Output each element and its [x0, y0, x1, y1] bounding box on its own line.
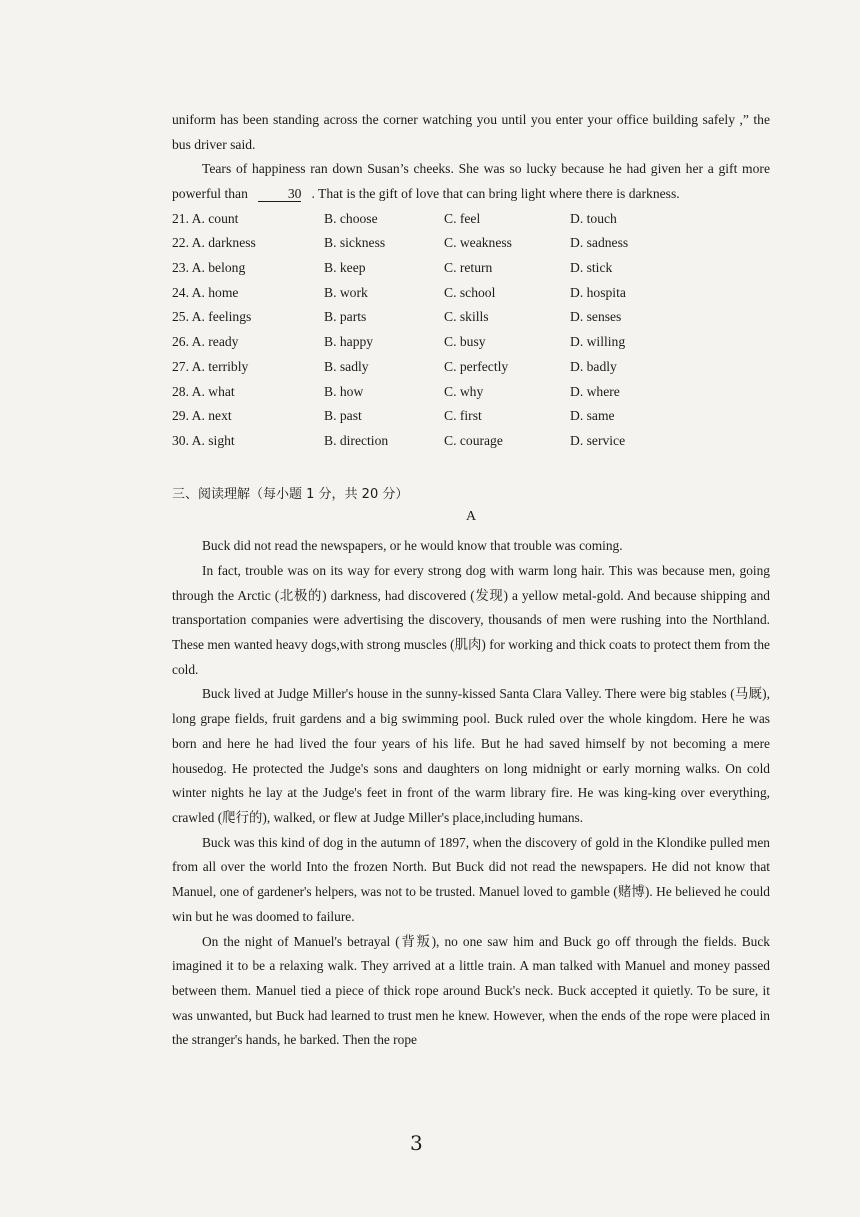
option-a: 24. A. home [172, 284, 239, 300]
option-c: C. return [444, 260, 493, 276]
option-b: B. choose [324, 210, 378, 226]
option-c: C. school [444, 284, 496, 300]
cloze-options-table [172, 206, 670, 453]
option-a: 27. A. terribly [172, 358, 249, 374]
option-a: 25. A. feelings [172, 309, 252, 325]
option-a: 23. A. belong [172, 260, 246, 276]
passage-paragraph: In fact, trouble was on its way for every strong dog with warm long hair. This was because men, going through the Arctic (北极的) darkness, had discovered (发现) a yellow metal-gold. And because shipping and transportation companies were advertising the discovery, thousands of men were rushing into the Northland. These men wanted heavy dogs,with strong muscles (肌肉) for working and thick coats to protect them from the cold. [172, 562, 770, 677]
option-d: D. willing [570, 334, 626, 350]
option-d: D. sadness [570, 235, 629, 251]
option-d: D. badly [570, 358, 617, 374]
option-d: D. senses [570, 309, 622, 325]
option-b: B. parts [324, 309, 367, 325]
option-b: B. sadly [324, 358, 369, 374]
option-row [172, 355, 670, 380]
option-row [172, 206, 670, 231]
passage-paragraph: Buck was this kind of dog in the autumn of 1897, when the discovery of gold in the Klondike pulled men from all over the world Into the frozen North. But Buck did not read the newspapers. He did not know that Manuel, one of gardener's helpers, was not to be trusted. Manuel loved to gamble (赌博). He believed he could win but he was doomed to failure. [172, 834, 770, 924]
option-a: 29. A. next [172, 408, 232, 424]
option-a: 30. A. sight [172, 432, 235, 448]
option-row [172, 330, 670, 355]
option-b: B. direction [324, 432, 389, 448]
passage-paragraph: Buck did not read the newspapers, or he would know that trouble was coming. [202, 538, 623, 554]
option-row [172, 305, 670, 330]
option-b: B. keep [324, 260, 366, 276]
option-row [172, 429, 670, 454]
option-c: C. perfectly [444, 358, 509, 374]
option-c: C. first [444, 408, 482, 424]
option-b: B. how [324, 383, 364, 399]
option-c: C. feel [444, 210, 481, 226]
option-c: C. weakness [444, 235, 512, 251]
option-d: D. touch [570, 210, 617, 226]
option-b: B. happy [324, 334, 374, 350]
reading-passage [172, 534, 770, 1053]
option-b: B. past [324, 408, 362, 424]
cloze-text-ending: uniform has been standing across the corner watching you until you enter your office building safely ,” the bus driver said. [172, 112, 770, 152]
passage-paragraph: On the night of Manuel's betrayal (背叛), no one saw him and Buck go off through the fields. Buck imagined it to be a relaxing walk. They arrived at a little train. A man talked with Manuel and money passed between them. Manuel tied a piece of thick rope around Buck's neck. Buck accepted it quietly. To be sure, it was unwanted, but Buck had learned to trust men he knew. However, when the ends of the rope were placed in the stranger's hands, he barked. Then the rope [172, 933, 770, 1048]
option-d: D. hospita [570, 284, 626, 300]
option-c: C. courage [444, 432, 503, 448]
passage-paragraph: Buck lived at Judge Miller's house in the sunny-kissed Santa Clara Valley. There were big stables (马厩), long grape fields, fruit gardens and a big swimming pool. Buck ruled over the whole kingdom. Here he was born and here he had lived the four years of his life. But he had saved himself by not becoming a mere housedog. He protected the Judge's sons and daughters on long midnight or early morning walks. On cold winter nights he lay at the Judge's feet in front of the warm library fire. He was king-king over everything, crawled (爬行的), walked, or flew at Judge Miller's place,including humans. [172, 686, 770, 825]
option-d: D. stick [570, 260, 613, 276]
option-d: D. service [570, 432, 626, 448]
option-d: D. same [570, 408, 615, 424]
cloze-text-after-blank: . That is the gift of love that can bring light where there is darkness. [311, 185, 680, 201]
option-b: B. work [324, 284, 368, 300]
section-heading-text: 三、阅读理解（每小题 1 分，共 20 分） [172, 487, 409, 503]
option-b: B. sickness [324, 235, 386, 251]
option-d: D. where [570, 383, 620, 399]
option-a: 26. A. ready [172, 334, 239, 350]
option-row [172, 256, 670, 281]
option-row [172, 231, 670, 256]
blank-30: 30 [258, 186, 302, 202]
option-row [172, 280, 670, 305]
option-row [172, 379, 670, 404]
option-c: C. skills [444, 309, 489, 325]
option-a: 22. A. darkness [172, 235, 256, 251]
option-a: 21. A. count [172, 210, 239, 226]
option-row [172, 404, 670, 429]
passage-title: A [465, 509, 477, 525]
section-heading [172, 483, 770, 506]
option-c: C. busy [444, 334, 486, 350]
cloze-text-before-blank: Tears of happiness ran down Susan’s cheeks. She was so lucky because he had given her a gift more powerful than [172, 161, 770, 201]
page-content [172, 108, 770, 1053]
option-c: C. why [444, 383, 484, 399]
page-number: 3 [410, 1131, 423, 1155]
option-a: 28. A. what [172, 383, 235, 399]
cloze-final-paragraph [172, 157, 770, 206]
